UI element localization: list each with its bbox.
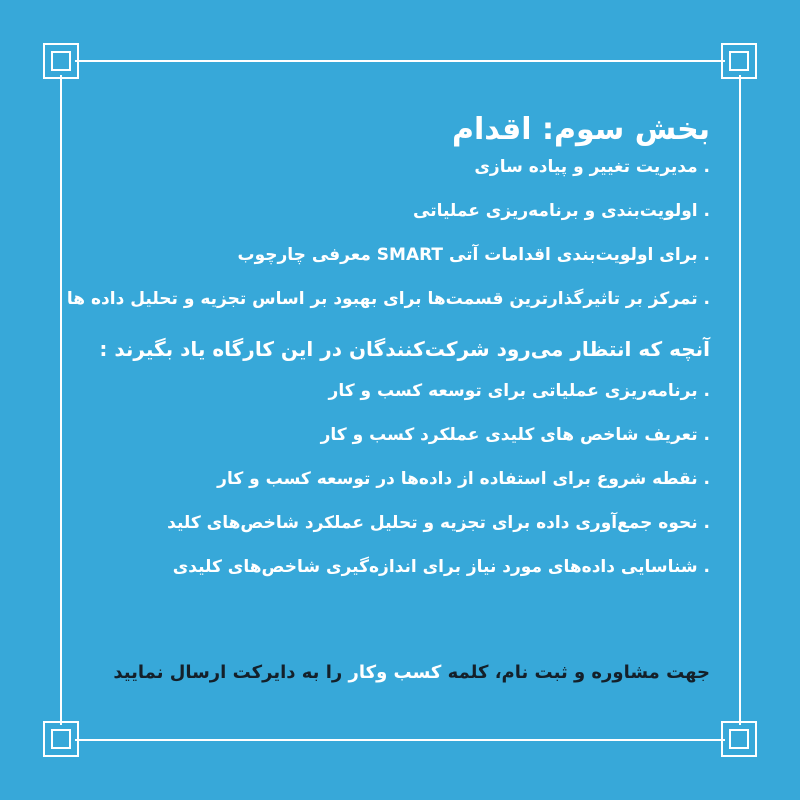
expectation-bullet: . نقطه شروع برای استفاده از داده‌ها در توسعه کسب و کار — [217, 469, 710, 489]
corner-inner-square — [51, 729, 71, 749]
corner-square-bottom-left — [43, 721, 79, 757]
cta-text-after: را به دایرکت ارسال نمایید — [113, 662, 349, 683]
corner-inner-square — [729, 51, 749, 71]
expectations-title: آنچه که انتظار می‌رود شرکت‌کنندگان در این کارگاه یاد بگیرند : — [99, 337, 710, 361]
poster-content — [50, 110, 710, 600]
corner-inner-square — [729, 729, 749, 749]
corner-square-top-left — [43, 43, 79, 79]
section-bullet: . مدیریت تغییر و پیاده سازی — [474, 157, 710, 177]
expectation-bullet: . شناسایی داده‌های مورد نیاز برای اندازه‌گیری شاخص‌های کلیدی — [172, 557, 710, 577]
expectation-bullet: . نحوه جمع‌آوری داده برای تجزیه و تحلیل عملکرد شاخص‌های کلید — [167, 513, 710, 533]
section-title: بخش سوم: اقدام — [451, 112, 710, 147]
section-bullet: . تمرکز بر تاثیرگذارترین قسمت‌ها برای بهبود بر اساس تجزیه و تحلیل داده ها — [66, 289, 710, 309]
cta-keyword: کسب وکار — [348, 662, 442, 683]
frame-bottom-line — [75, 739, 725, 741]
section-bullet: . برای اولویت‌بندی اقدامات آتی SMART معرفی چارچوب — [237, 245, 710, 265]
expectation-bullet: . برنامه‌ریزی عملیاتی برای توسعه کسب و کار — [328, 381, 710, 401]
frame-right-line — [739, 75, 741, 725]
call-to-action — [113, 660, 710, 686]
cta-text-before: جهت مشاوره و ثبت نام، کلمه — [441, 662, 710, 683]
corner-square-bottom-right — [721, 721, 757, 757]
frame-top-line — [75, 60, 725, 62]
section-bullet: . اولویت‌بندی و برنامه‌ریزی عملیاتی — [413, 201, 710, 221]
expectation-bullet: . تعریف شاخص های کلیدی عملکرد کسب و کار — [320, 425, 710, 445]
corner-inner-square — [51, 51, 71, 71]
corner-square-top-right — [721, 43, 757, 79]
